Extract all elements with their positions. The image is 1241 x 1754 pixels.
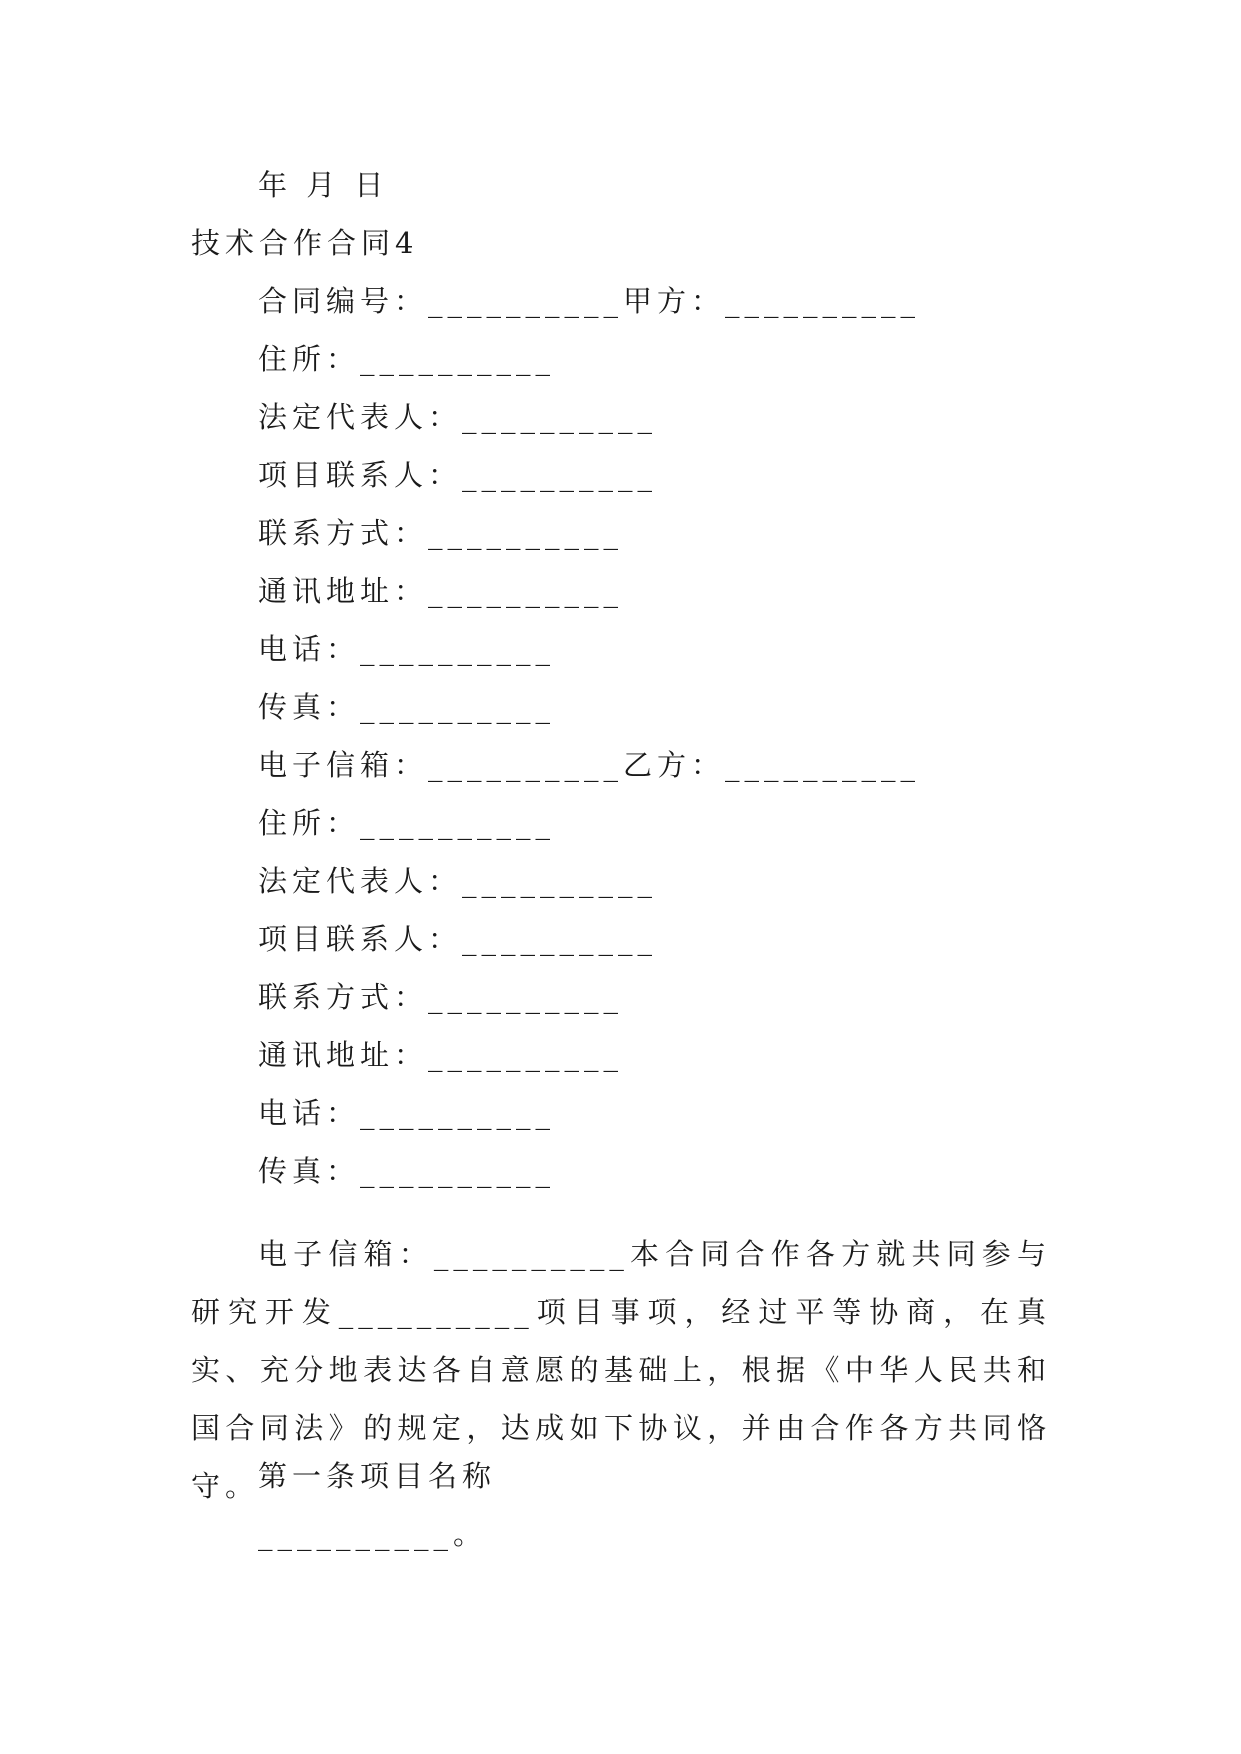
party-b-phone-line: 电话：__________ [258,1096,556,1130]
article-1-heading: 第一条项目名称 [258,1459,497,1493]
party-b-project-contact-line: 项目联系人：__________ [258,922,658,956]
party-a-phone-line: 电话：__________ [258,632,556,666]
party-b-legal-rep-line: 法定代表人：__________ [258,864,658,898]
party-a-project-contact-line: 项目联系人：__________ [258,458,658,492]
party-a-email-party-b-line: 电子信箱：__________乙方：__________ [258,748,921,782]
contract-title: 技术合作合同4 [191,226,419,260]
party-b-contact-method-line: 联系方式：__________ [258,980,624,1014]
party-b-mailing-address-line: 通讯地址：__________ [258,1038,624,1072]
contract-number-party-a-line: 合同编号：__________甲方：__________ [258,284,921,318]
party-a-mailing-address-line: 通讯地址：__________ [258,574,624,608]
party-a-address-line: 住所：__________ [258,342,556,376]
party-b-fax-line: 传真：__________ [258,1154,556,1188]
party-a-contact-method-line: 联系方式：__________ [258,516,624,550]
preamble-paragraph: 电子信箱：__________本合同合作各方就共同参与研究开发__________项目事项，经过平等协商，在真实、充分地表达各自意愿的基础上，根据《中华人民共和国合同法》的规定，达成如下协议，并由合作各方共同恪守。 [191,1237,1051,1503]
date-line: 年 月 日 [258,168,389,202]
party-a-legal-rep-line: 法定代表人：__________ [258,400,658,434]
party-b-address-line: 住所：__________ [258,806,556,840]
party-a-fax-line: 传真：__________ [258,690,556,724]
article-1-value: __________。 [258,1517,488,1551]
